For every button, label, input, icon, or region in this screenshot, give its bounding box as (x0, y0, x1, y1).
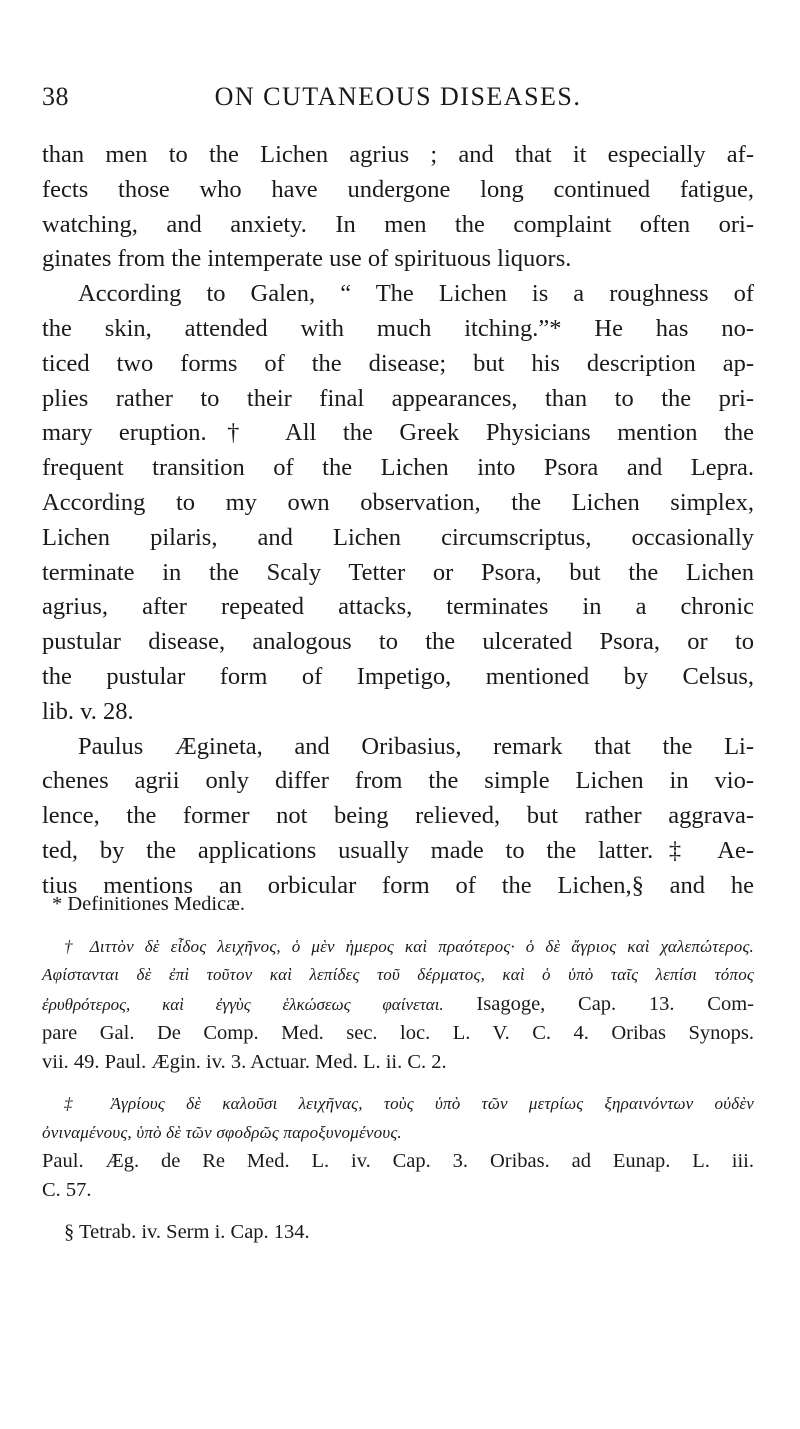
footnote-section (42, 1218, 754, 1247)
text-line: watching, and anxiety. In men the complaint often ori- (42, 210, 754, 238)
text-line: ginates from the intemperate use of spirituous liquors. (42, 245, 572, 273)
text-line: mary eruption.† All the Greek Physicians mention the (42, 419, 754, 447)
text-line: lib. v. 28. (42, 697, 134, 725)
text-line: frequent transition of the Lichen into Psora and Lepra. (42, 454, 754, 482)
text-line: According to Galen, “ The Lichen is a roughness of (78, 280, 754, 308)
footnote-text: C. 57. (42, 1178, 92, 1201)
text-line: Paulus Ægineta, and Oribasius, remark that the Li- (78, 732, 754, 760)
footnote-double-dagger (42, 1090, 754, 1204)
footnote-text: pare Gal. De Comp. Med. sec. loc. L. V. C. 4. Oribas Synops. (42, 1022, 754, 1044)
footnote-greek: ὀνιναμένους, ὑπὸ δὲ τῶν σφοδρῶς παροξυνομένους. (42, 1122, 402, 1142)
footnote-greek: ἐρυθρότερος, καὶ ἐγγὺς ἑλκώσεως φαίνεται. (42, 994, 444, 1014)
running-title: ON CUTANEOUS DISEASES. (214, 82, 582, 111)
text-line: Lichen pilaris, and Lichen circumscriptus, occasionally (42, 523, 754, 551)
text-line: tius mentions an orbicular form of the Lichen,§ and he (42, 871, 754, 899)
text-line: ted, by the applications usually made to the latter.‡ Ae- (42, 836, 754, 864)
footnotes (42, 890, 754, 1261)
text-line: fects those who have undergone long continued fatigue, (42, 175, 754, 203)
footnote-text: Paul. Æg. de Re Med. L. iv. Cap. 3. Oribas. ad Eunap. L. iii. (42, 1150, 754, 1172)
text-line: the pustular form of Impetigo, mentioned by Celsus, (42, 662, 754, 690)
text-line: agrius, after repeated attacks, terminates in a chronic (42, 593, 754, 621)
footnote-text: vii. 49. Paul. Ægin. iv. 3. Actuar. Med. L. ii. C. 2. (42, 1050, 447, 1073)
footnote-text: Isagoge, Cap. 13. Com- (476, 992, 754, 1015)
page-number: 38 (42, 82, 69, 111)
text-line: than men to the Lichen agrius ; and that it especially af- (42, 141, 754, 168)
footnote-greek: ‡ Ἀγρίους δὲ καλοῦσι λειχῆνας, τοὺς ὑπὸ τῶν μετρίως ξηραινόντων οὐδὲν (64, 1094, 754, 1113)
text-line: the skin, attended with much itching.”* He has no- (42, 314, 754, 342)
footnote-text: * Definitiones Medicæ. (52, 893, 246, 915)
footnote-dagger (42, 933, 754, 1077)
text-line: ticed two forms of the disease; but his description ap- (42, 349, 754, 377)
footnote-star (42, 890, 754, 919)
footnote-greek: † Διττὸν δὲ εἶδος λειχῆνος, ὁ μὲν ἡμερος καὶ πραότερος· ὁ δὲ ἄγριος καὶ χαλεπώτερος. (64, 936, 754, 956)
text-line: lence, the former not being relieved, but rather aggrava- (42, 802, 754, 830)
footnote-text: § Tetrab. iv. Serm i. Cap. 134. (64, 1221, 310, 1243)
text-line: terminate in the Scaly Tetter or Psora, but the Lichen (42, 558, 754, 586)
text-line: plies rather to their final appearances, than to the pri- (42, 384, 754, 412)
text-line: pustular disease, analogous to the ulcerated Psora, or to (42, 628, 754, 656)
text-line: chenes agrii only differ from the simple Lichen in vio- (42, 767, 754, 795)
text-line: According to my own observation, the Lichen simplex, (42, 488, 754, 516)
main-text (42, 138, 754, 904)
footnote-greek: Αφίστανται δὲ ἐπὶ τοῦτον καὶ λεπίδες τοῦ δέρματος, καὶ ὁ ὑπὸ ταῖς λεπίσι τόπος (42, 965, 754, 984)
page-header (42, 82, 754, 116)
footnote-mixed-line (42, 990, 754, 1020)
